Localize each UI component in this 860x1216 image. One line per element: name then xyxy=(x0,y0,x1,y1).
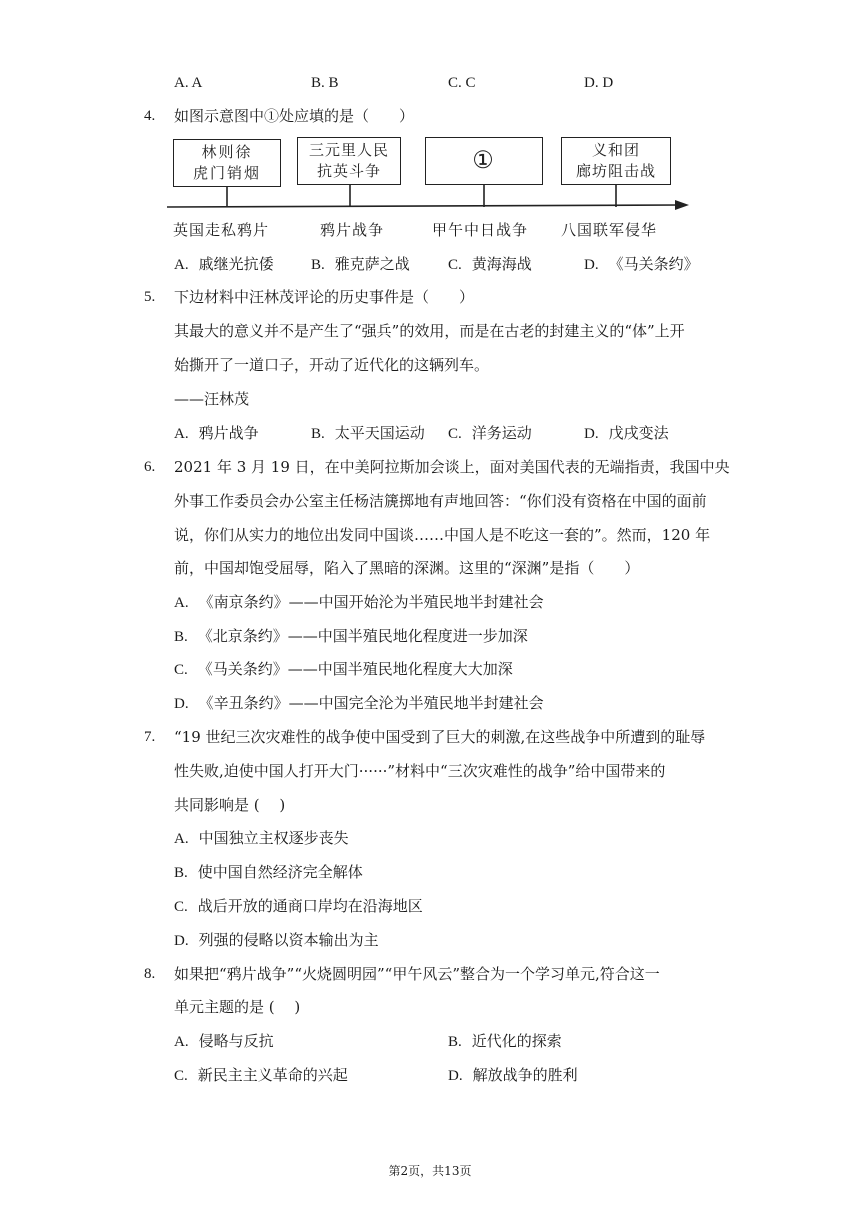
q6-option-c: C. 《马关条约》——中国半殖民地化程度大大加深 xyxy=(174,660,513,678)
q5-option-a: A. 鸦片战争 xyxy=(174,424,259,442)
diagram-box-2-line-1: 三元里人民 xyxy=(308,141,389,159)
timeline-label-3: 甲午中日战争 xyxy=(432,221,529,239)
question-number: 6. xyxy=(144,459,156,475)
q7-option-a: A. 中国独立主权逐步丧失 xyxy=(174,829,349,847)
q3-option-d: D. D xyxy=(584,75,614,91)
diagram-box-1-line-1: 林则徐 xyxy=(201,143,253,161)
q8-option-c: C. 新民主主义革命的兴起 xyxy=(174,1066,348,1084)
question-number: 5. xyxy=(144,289,156,305)
q6-option-b: B. 《北京条约》——中国半殖民地化程度进一步加深 xyxy=(174,627,528,645)
timeline-label-1: 英国走私鸦片 xyxy=(173,221,270,239)
quote-source: ——汪林茂 xyxy=(174,390,250,408)
question-number: 8. xyxy=(144,966,156,982)
question-line: 如果把“鸦片战争”“火烧圆明园”“甲午风云”整合为一个学习单元,符合这一 xyxy=(174,965,660,983)
q4-option-c: C. 黄海海战 xyxy=(448,255,532,273)
timeline-label-2: 鸦片战争 xyxy=(320,221,385,239)
q7-option-d: D. 列强的侵略以资本输出为主 xyxy=(174,931,379,949)
question-line: 2021 年 3 月 19 日，在中美阿拉斯加会谈上，面对美国代表的无端指责，我国中央 xyxy=(174,458,730,476)
q7-option-b: B. 使中国自然经济完全解体 xyxy=(174,863,363,881)
question-line: 前，中国却饱受屈辱，陷入了黑暗的深渊。这里的“深渊”是指（ ） xyxy=(174,559,640,577)
question-line: 共同影响是 ( ) xyxy=(174,796,286,814)
q3-option-a: A. A xyxy=(174,75,203,91)
question-number: 7. xyxy=(144,729,156,745)
q6-option-d: D. 《辛丑条约》——中国完全沦为半殖民地半封建社会 xyxy=(174,694,544,712)
quote-line: 其最大的意义并不是产生了“强兵”的效用，而是在古老的封建主义的“体”上开 xyxy=(174,322,685,340)
question-line: 单元主题的是 ( ) xyxy=(174,998,301,1016)
quote-line: 始撕开了一道口子，开动了近代化的这辆列车。 xyxy=(174,356,490,374)
q4-option-b: B. 雅克萨之战 xyxy=(311,255,410,273)
question-stem: 如图示意图中①处应填的是（ ） xyxy=(174,107,415,125)
q5-option-b: B. 太平天国运动 xyxy=(311,424,425,442)
q5-option-d: D. 戊戌变法 xyxy=(584,424,669,442)
diagram-box-2-line-2: 抗英斗争 xyxy=(316,162,381,180)
q4-option-a: A. 戚继光抗倭 xyxy=(174,255,274,273)
q3-option-b: B. B xyxy=(311,75,339,91)
q6-option-a: A. 《南京条约》——中国开始沦为半殖民地半封建社会 xyxy=(174,593,544,611)
diagram-box-4-line-2: 廊坊阻击战 xyxy=(575,162,656,180)
question-line: 外事工作委员会办公室主任杨洁篪掷地有声地回答：“你们没有资格在中国的面前 xyxy=(174,492,707,510)
q4-option-d: D. 《马关条约》 xyxy=(584,255,699,273)
question-line: 性失败,迫使中国人打开大门······”材料中“三次灾难性的战争”给中国带来的 xyxy=(174,762,666,780)
question-line: 说，你们从实力的地位出发同中国谈……中国人是不吃这一套的”。然而，120 年 xyxy=(174,526,711,544)
diagram-box-4-line-1: 义和团 xyxy=(591,141,640,159)
q8-option-d: D. 解放战争的胜利 xyxy=(448,1066,578,1084)
question-number: 4. xyxy=(144,108,156,124)
q8-option-a: A. 侵略与反抗 xyxy=(174,1032,274,1050)
diagram-box-3-marker: ① xyxy=(472,146,496,174)
q5-option-c: C. 洋务运动 xyxy=(448,424,532,442)
timeline-diagram xyxy=(165,135,695,245)
page-footer: 第2页，共13页 xyxy=(388,1164,472,1178)
question-stem: 下边材料中汪林茂评论的历史事件是（ ） xyxy=(174,288,475,306)
q8-option-b: B. 近代化的探索 xyxy=(448,1032,562,1050)
q7-option-c: C. 战后开放的通商口岸均在沿海地区 xyxy=(174,897,423,915)
q3-option-c: C. C xyxy=(448,75,476,91)
diagram-box-1-line-2: 虎门销烟 xyxy=(192,164,261,182)
question-line: “19 世纪三次灾难性的战争使中国受到了巨大的刺激,在这些战争中所遭到的耻辱 xyxy=(174,728,706,746)
timeline-label-4: 八国联军侵华 xyxy=(561,221,658,239)
